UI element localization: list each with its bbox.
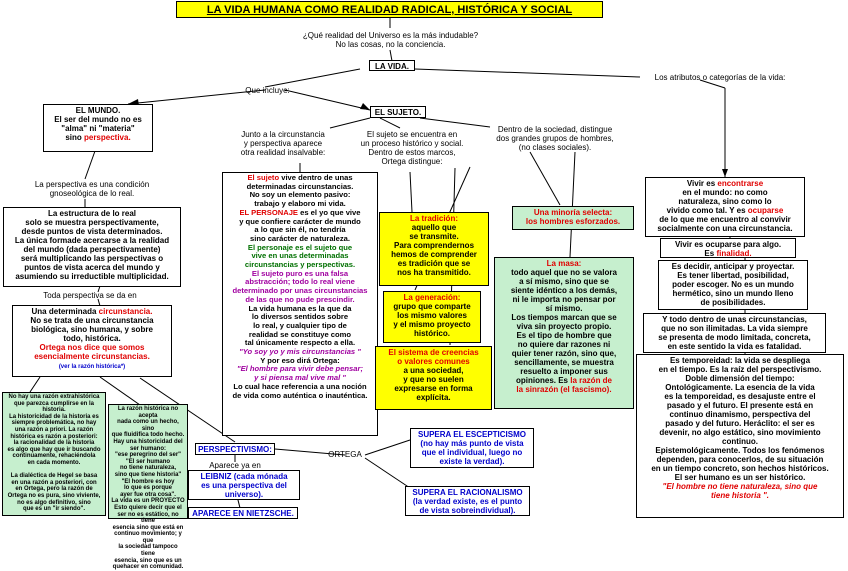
racionalismo-node: SUPERA EL RACIONALISMO (la verdad existe, es el punto de vista sobreindividual). — [405, 486, 530, 516]
dentro-sociedad-label: Dentro de la sociedad, distingue dos grandes grupos de hombres, (no clases sociales). — [496, 125, 614, 152]
por-eso-text: Y por eso dirá Ortega: — [260, 355, 340, 365]
masa-node — [494, 257, 634, 409]
sujeto-detail-node — [222, 172, 378, 436]
el-mundo-perspectiva: perspectiva. — [83, 133, 131, 142]
autentica-text: Lo cual hace referencia a una noción de vida como auténtica o inauténtica. — [232, 381, 368, 400]
circunstancia-node — [12, 305, 172, 377]
yo-soy-quote: "Yo soy yo y mis circunstancias " — [239, 347, 361, 357]
estructura-real-node: La estructura de lo real solo se muestra perspectivamente, desde puntos de vista determinados. La única formade acercarse a la realidad del mundo (dada perspectivamente) será multiplicando las perspectivas o puntos de vista acerca del mundo y asumiendo su irreductible multiplicidad. — [3, 207, 181, 287]
ocuparse-text: Vivir es ocuparse para algo. Es — [674, 240, 782, 258]
determinada-text: Una determinada — [31, 307, 99, 316]
tradicion-text: aquello que se transmite. Para comprendernos hemos de comprender es tradición que se nos ha transmitido. — [391, 223, 477, 277]
vivir-text-e: de lo que me encuentro al convivir socialmente con una circunstancia. — [657, 215, 793, 233]
temporeidad-quote: "El hombre no tiene naturaleza, sino que tiene historia ". — [662, 482, 818, 500]
ortega-label: ORTEGA — [328, 450, 362, 459]
sujeto-puro-text: El sujeto puro es una falsa abstracción; todo lo real viene determinado por unas circunstancias de las que no pude prescindir. — [232, 268, 368, 304]
vida-humana-text: La vida humana es la que da lo diversos sentidos sobre lo real, y cualquier tipo de realidad se constituye como tal únicamente respecto a ella. — [244, 303, 356, 348]
generacion-title: La generación: — [403, 293, 461, 302]
sistema-title: El sistema de creencias o valores comunes — [388, 348, 479, 366]
razon-historica-node: No hay una razón extrahistórica que parezca cumplirse en la historia. La historicidad de la historia es siempre problemática, no hay una razón a priori. La razón histórica es razón a posteriori: la racionalidad de la historia es algo que hay que ir buscando continuamente, rehaciéndola en cada momento. La dialéctica de Hegel se basa en una razón a posteriori, con en Ortega, pero la razón de Ortega no es pura, sino viviente, no es algo definitivo, sino que es un "ir siendo". — [2, 392, 106, 516]
page-title: LA VIDA HUMANA COMO REALIDAD RADICAL, HISTÓRICA Y SOCIAL — [176, 1, 603, 18]
sistema-text: a una sociedad, y que no suelen expresarse en forma explícita. — [394, 366, 473, 402]
personaje-sujeto-text: El personaje es el sujeto que vive en unas determinadas circunstancias y perspectivas. — [244, 242, 356, 270]
razon-historica-link[interactable]: (ver la razón histórica*) — [58, 364, 126, 370]
que-incluye-label: Que incluye: — [245, 86, 290, 95]
masa-text: todo aquel que no se valora a sí mismo, sino que se siente idéntico a los demás, ni le importa no pensar por sí mismo. Los tiempos marcan que se viva sin proyecto propio. Es el tipo de hombre que no quiere dar razones ni quier tener razón, sino que, sencillamente, se muestra resuelto a imponer sus opiniones. Es — [510, 268, 618, 385]
vivir-encontrarse-node — [645, 177, 805, 237]
sujeto-word: El sujeto — [247, 173, 280, 182]
sujeto-text-1: vive dentro de unas determinadas circunstancias. No soy un elemento pasivo: trabajo y elaboro mi vida. — [246, 173, 354, 209]
razon-historica-2-node: La razón histórica no acepta nada como un hecho, sino que fluidifica todo hecho. Hay una historicidad del ser humano: "ese peregrino del ser" "El ser humano no tiene naturaleza, sino que tiene historia" "El hombre es hoy lo que es porque ayer fue otra cosa". La vida es un PROYECTO Esto quiere decir que el ser no es estático, no tiene esencia sino que está en continuo movimiento; y que la sociedad tampoco tiene esencia, sino que es un quehacer en comunidad. — [108, 404, 188, 519]
perspectiva-condicion-label: La perspectiva es una condición gnoseológica de lo real. — [34, 180, 150, 198]
circunstancia-desc: No se trata de una circunstancia biológica, sino humana, y sobre todo, histórica. — [30, 316, 154, 343]
vivir-text-c: en el mundo: no como naturaleza, sino como lo vivido como tal. Y es — [666, 188, 772, 215]
finalidad-word: finalidad. — [716, 249, 752, 258]
masa-title: La masa: — [546, 259, 582, 268]
question-text: ¿Qué realidad del Universo es la más indudable? No las cosas, no la conciencia. — [302, 31, 479, 49]
ocuparse-node — [660, 238, 796, 258]
sistema-creencias-node — [375, 346, 492, 410]
ocuparse-word: ocuparse — [747, 206, 784, 215]
tradicion-node — [379, 212, 489, 286]
el-mundo-text: EL MUNDO. El ser del mundo no es "alma" ni "materia" sino — [54, 106, 142, 142]
personaje-word: EL PERSONAJE — [239, 207, 299, 217]
temporeidad-node — [636, 354, 844, 518]
el-sujeto-node: EL SUJETO. — [370, 106, 426, 118]
vivir-text-a: Vivir es — [686, 179, 718, 188]
ortega-somos-text: Ortega nos dice que somos esencialmente circunstancias. — [34, 343, 150, 361]
escepticismo-node: SUPERA EL ESCEPTICISMO (no hay más punto de vista que el individual, luego no existe la verdad). — [410, 428, 534, 468]
el-mundo-node — [43, 104, 153, 152]
aparece-ya-label: Aparece ya en — [209, 461, 261, 470]
decidir-node: Es decidir, anticipar y proyectar. Es tener libertad, posibilidad, poder escoger. No es un mundo hermético, sino un mundo lleno de posibilidades. — [658, 260, 808, 310]
encontrarse-word: encontrarse — [717, 179, 764, 188]
minoria-text: Una minoría selecta: los hombres esforzados. — [525, 208, 621, 226]
leibniz-node: LEIBNIZ (cada mónada es una perspectiva del universo). — [188, 470, 300, 500]
minoria-node — [512, 206, 634, 230]
la-vida-node: LA VIDA. — [369, 60, 415, 71]
temporeidad-text: Es temporeidad: la vida se despliega en el tiempo. Es la raíz del perspectivismo. Doble dimensión del tiempo: Ontológicamente. La esencia de la vida es la temporeidad, es desajuste entre el pasado y el futuro. El presente está en continuo dinamismo, perspectiva del pasado y del futuro. Heráclito: el ser es devenir, no algo estático, sino movimiento continuo. Epistemológicamente. Todos los fenómenos dependen, para conocerlos, de su situación en un tiempo concreto, son hechos históricos. El ser humano es un ser histórico. — [651, 356, 829, 482]
generacion-node — [383, 291, 481, 343]
perspectivismo-node: PERSPECTIVISMO: — [195, 443, 275, 455]
masa-sinrazon: la razón de la sinrazón (el fascismo). — [516, 376, 613, 394]
tradicion-title: La tradición: — [409, 214, 458, 223]
circunstancia-label: Junto a la circunstancia y perspectiva aparece otra realidad insalvable: — [240, 130, 326, 157]
nietzsche-node: APARECE EN NIETZSCHE. — [188, 507, 298, 519]
generacion-text: grupo que comparte los mismo valores y el mismo proyecto histórico. — [393, 302, 471, 338]
toda-perspectiva-label: Toda perspectiva se da en — [43, 291, 137, 300]
atributos-label: Los atributos o categorías de la vida: — [654, 73, 786, 82]
hombre-vivir-quote: "El hombre para vivir debe pensar; y si piensa mal vive mal " — [237, 364, 363, 383]
circunstancia-word: circunstancia. — [98, 307, 153, 316]
circunstancias-limitadas-node: Y todo dentro de unas circunstancias, que no son ilimitadas. La vida siempre se presenta de modo limitada, concreta, en este sentido la vida es fatalidad. — [643, 313, 826, 353]
sujeto-text-2: es el yo que vive y que confiere carácter de mundo a lo que sin él, no tendría sino carácter de naturaleza. — [239, 207, 361, 243]
sujeto-proceso-label: El sujeto se encuentra en un proceso histórico y social. Dentro de estos marcos, Ortega distingue: — [360, 130, 464, 166]
